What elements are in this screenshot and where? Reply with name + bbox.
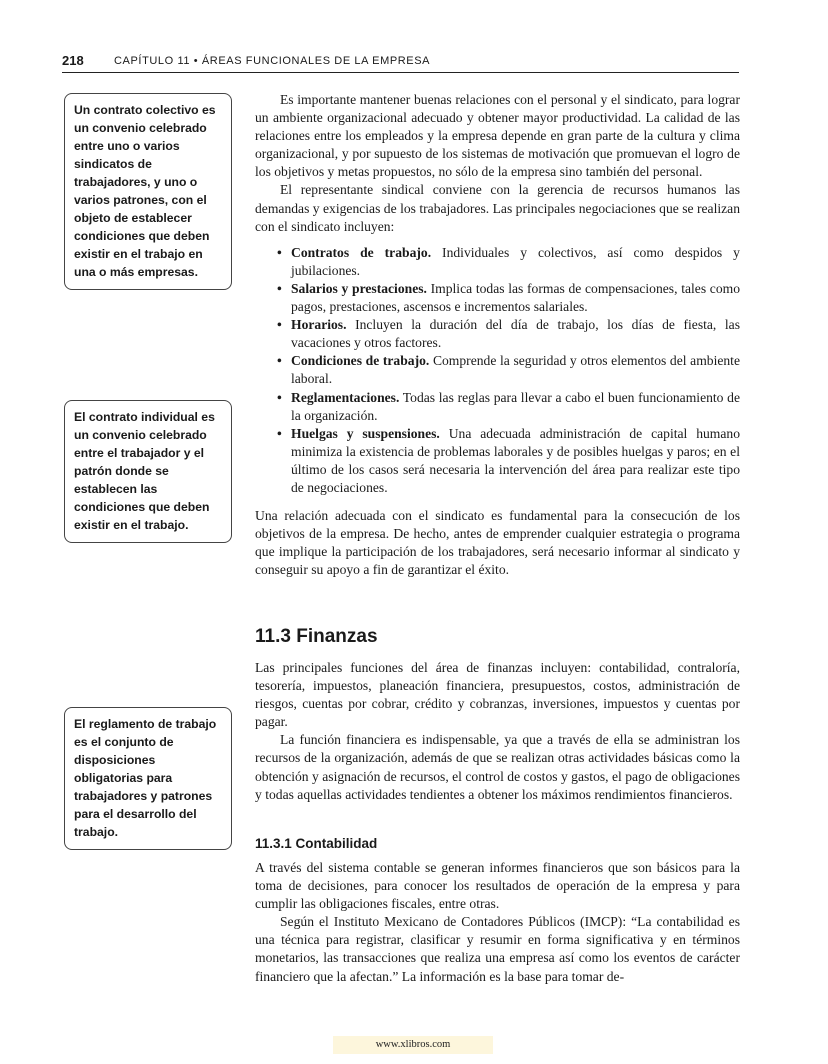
main-text-finanzas [255,659,740,804]
running-header [62,52,739,73]
paragraph: A través del sistema contable se generan informes financieros que son básicos para la toma de decisiones, para conocer los resultados de operación de la empresa y para cumplir las obligaciones fiscales, entre otras. [255,860,740,912]
page-number: 218 [62,53,84,68]
list-item-term: Huelgas y suspensiones. [291,425,440,441]
subsection-heading: 11.3.1 Contabilidad [255,836,378,851]
main-text-top [255,91,740,579]
margin-note-contrato-individual: El contrato individual es un convenio celebrado entre el trabajador y el patrón donde se establecen las condiciones que deben existir en el trabajo. [64,400,232,543]
list-item [291,425,740,497]
paragraph: Es importante mantener buenas relaciones con el personal y el sindicato, para lograr un ambiente organizacional adecuado y obtener mayor productividad. La calidad de las relaciones entre los empleados y la empresa depende en gran parte de la cultura y clima organizacional, y por supuesto de los sistemas de motivación que promuevan el logro de los objetivos y metas propuestos, no sólo de la empresa sino también del personal. [255,92,740,180]
list-item-text: Todas las reglas para llevar a cabo el buen funcionamiento de la organización. [291,389,740,423]
list-item-text: Implica todas las formas de compensaciones, tales como pagos, prestaciones, ascensos e incrementos salariales. [291,280,741,315]
margin-note-contrato-colectivo: Un contrato colectivo es un convenio celebrado entre uno o varios sindicatos de trabajadores, y uno o varios patrones, con el objeto de establecer condiciones que deben existir en el trabajo en una o más empresas. [64,93,232,290]
list-item-text: Una adecuada administración de capital humano minimiza la existencia de problemas laborales y de posibles huelgas y paros; en el último de los casos será necesaria la intervención del área para realizar este tipo de negociaciones. [291,425,740,495]
list-item [291,316,740,352]
list-item-text: Individuales y colectivos, así como despidos y jubilaciones. [291,244,740,278]
paragraph: Una relación adecuada con el sindicato es fundamental para la consecución de los objetivos de la empresa. De hecho, antes de emprender cualquier estrategia o programa que implique la participación de los trabajadores, será necesario informar al sindicato y conseguir su apoyo a fin de garantizar el éxito. [255,508,740,578]
list-item [291,389,740,425]
list-item-term: Horarios. [291,317,347,333]
footer-url[interactable]: www.xlibros.com [333,1036,493,1054]
main-text-contabilidad [255,859,740,986]
list-item-term: Reglamentaciones. [291,389,400,405]
paragraph: La función financiera es indispensable, ya que a través de ella se administran los recursos de la organización, además de que se realizan otras actividades básicas como la obtención y asignación de recursos, el control de costos y gastos, el pago de obligaciones y todas aquellas actividades tendientes a obtener los máximos rendimientos financieros. [255,732,740,802]
paragraph: Las principales funciones del área de finanzas incluyen: contabilidad, contraloría, tesorería, impuestos, planeación financiera, presupuestos, costos, administración de riesgos, cuentas por cobrar, crédito y cobranzas, inversiones, impuestos y cuentas por pagar. [255,660,740,730]
list-item-text: Comprende la seguridad y otros elementos del ambiente laboral. [291,353,740,387]
list-item-term: Salarios y prestaciones. [291,280,427,296]
negotiations-list [255,244,740,497]
margin-note-reglamento: El reglamento de trabajo es el conjunto de disposiciones obligatorias para trabajadores y patrones para el desarrollo del trabajo. [64,707,232,850]
list-item [291,280,740,316]
list-item [291,244,740,280]
list-item-term: Contratos de trabajo. [291,244,432,260]
list-item-term: Condiciones de trabajo. [291,353,430,369]
chapter-title: CAPÍTULO 11 • ÁREAS FUNCIONALES DE LA EMPRESA [114,55,431,67]
paragraph: Según el Instituto Mexicano de Contadores Públicos (IMCP): “La contabilidad es una técnica para registrar, clasificar y resumir en forma significativa y en términos monetarios, las transacciones que realiza una empresa así como los eventos de carácter financiero que la afectan.” La información es la base para tomar de- [255,914,740,984]
section-heading: 11.3 Finanzas [255,626,378,647]
paragraph: El representante sindical conviene con la gerencia de recursos humanos las demandas y exigencias de los trabajadores. Las principales negociaciones que se realizan con el sindicato incluyen: [255,182,740,234]
list-item [291,352,740,388]
list-item-text: Incluyen la duración del día de trabajo, los días de fiesta, las vacaciones y otros factores. [291,317,740,351]
